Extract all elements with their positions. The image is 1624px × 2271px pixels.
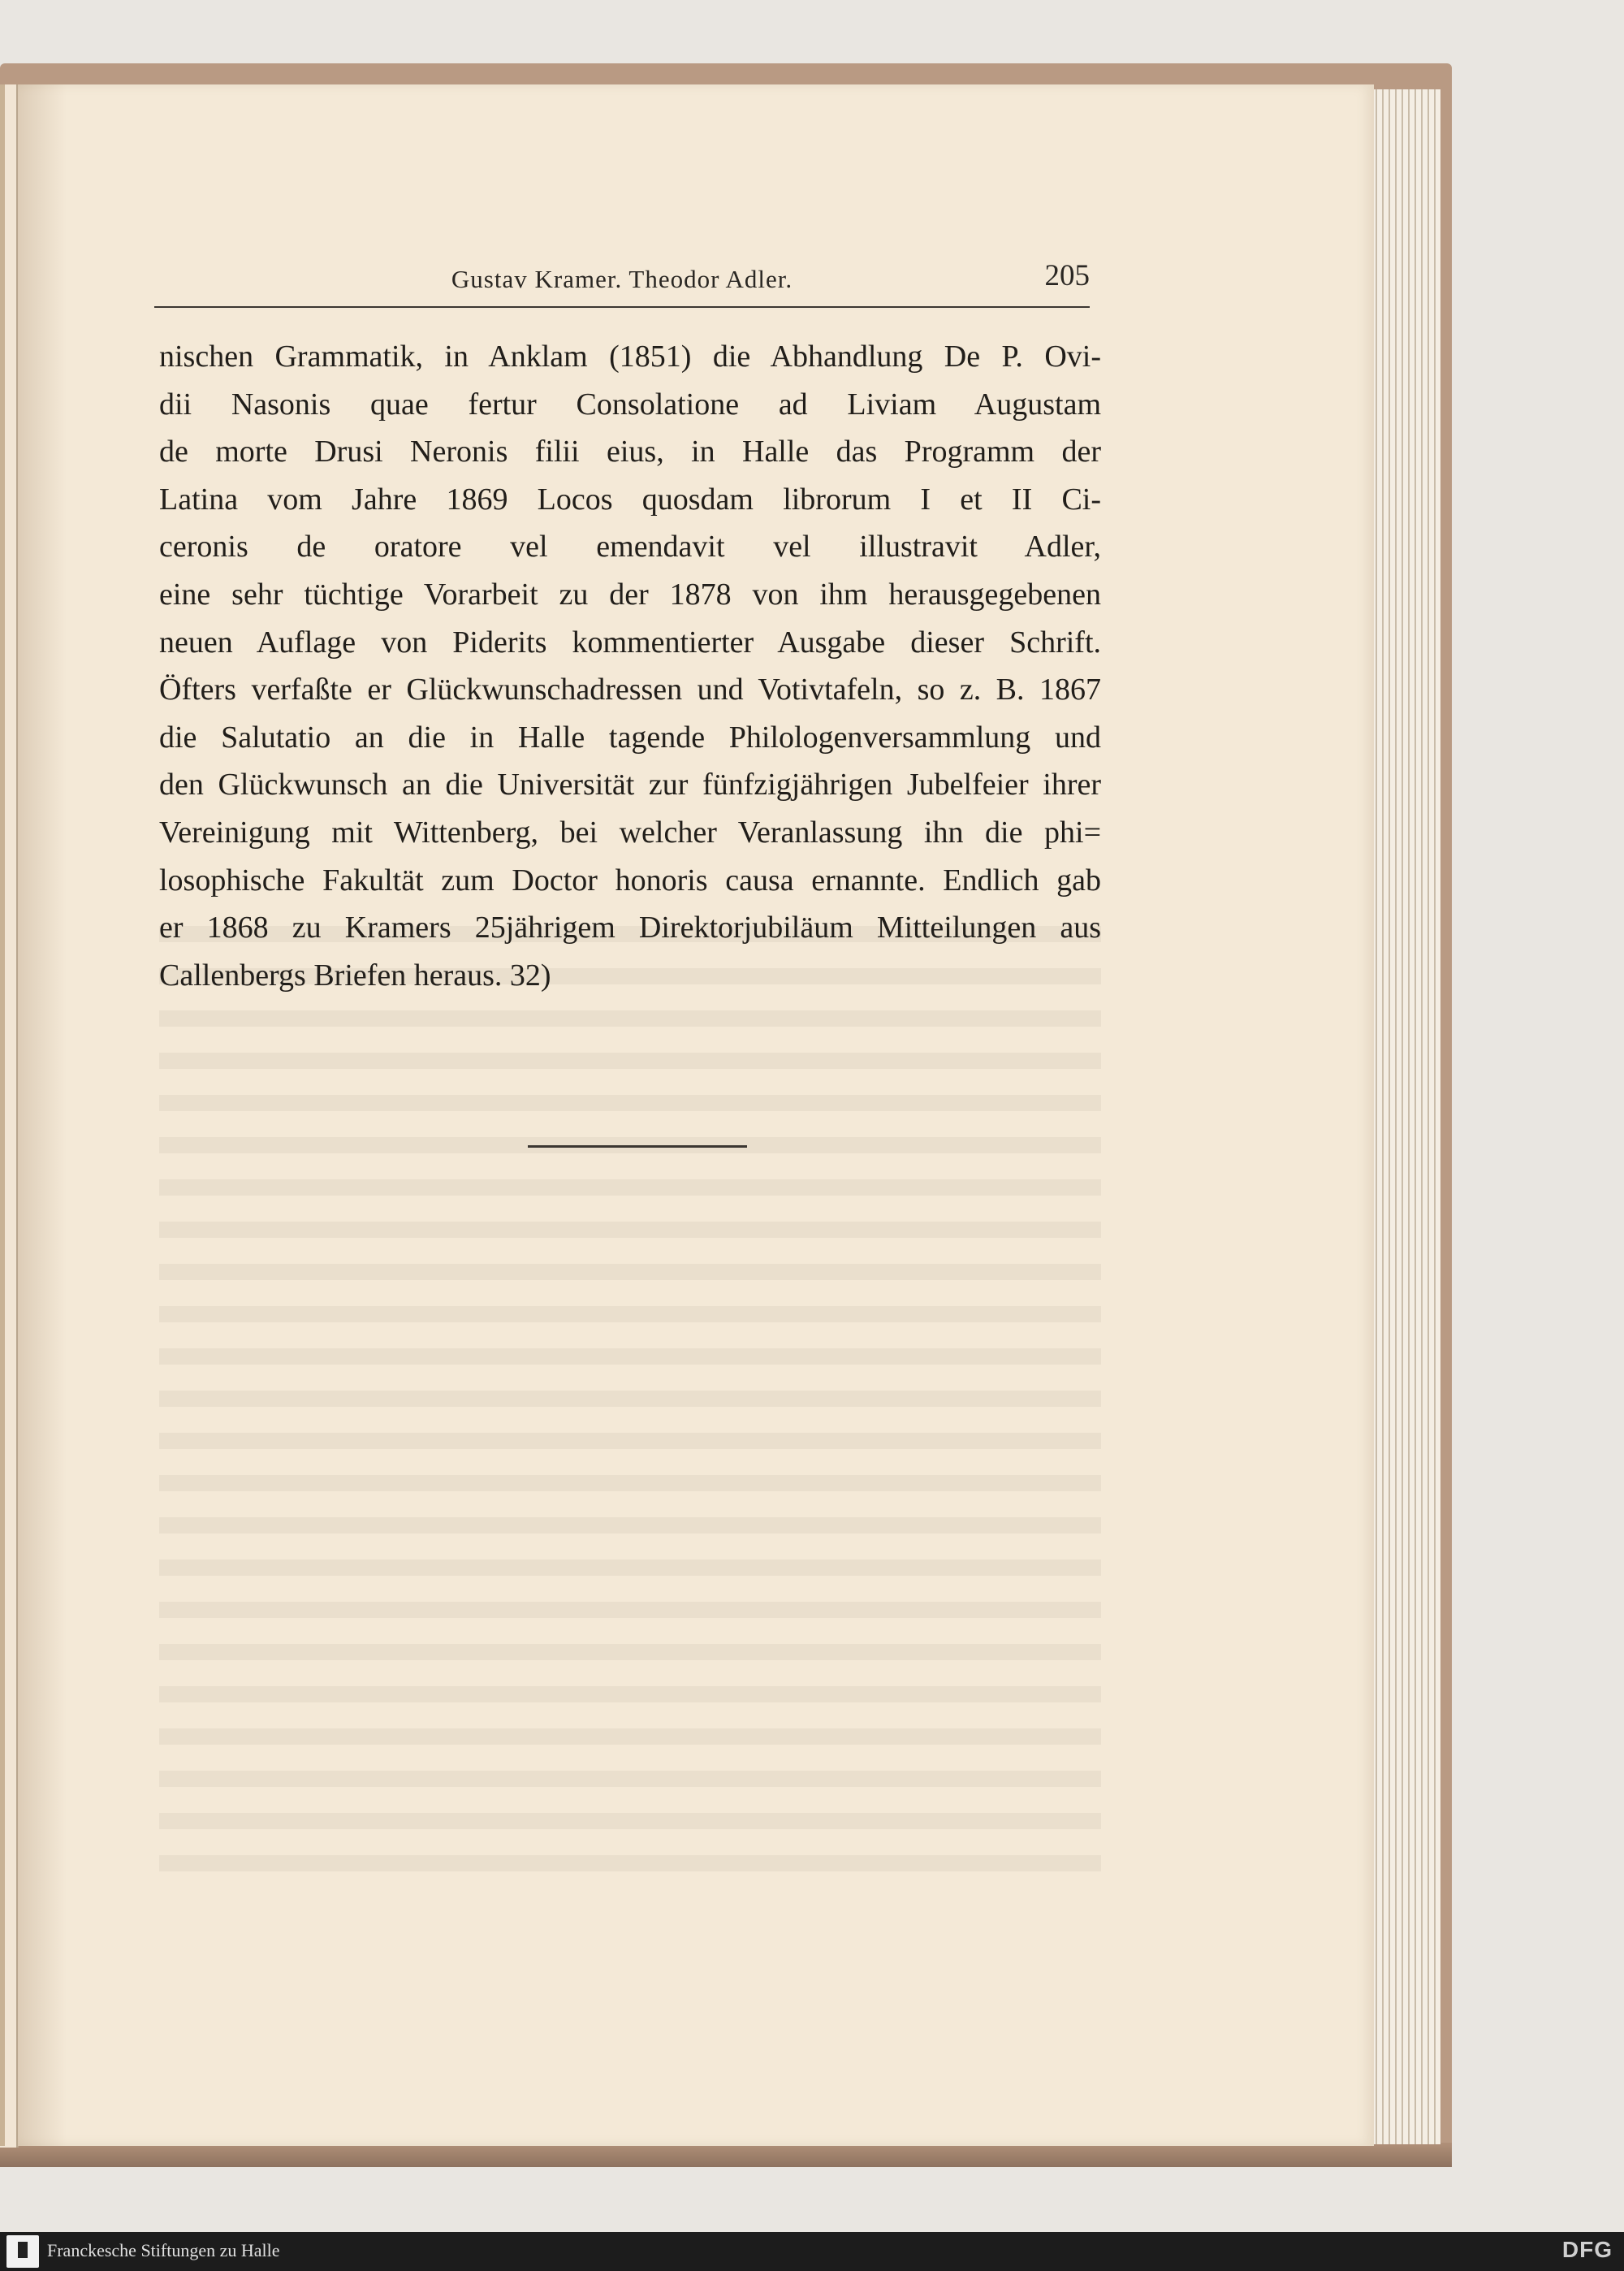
text-line: die Salutatio an die in Halle tagende Philologenversammlung und (159, 720, 1101, 755)
running-title: Gustav Kramer. Theodor Adler. (451, 265, 793, 293)
gutter-shadow (18, 84, 67, 2146)
cover-bottom-edge (0, 2143, 1452, 2167)
footer-bar (0, 2232, 1624, 2271)
header-rule (154, 306, 1090, 308)
text-line: de morte Drusi Neronis filii eius, in Halle das Programm der (159, 435, 1101, 469)
text-line: dii Nasonis quae fertur Consolatione ad Liviam Augustam (159, 387, 1101, 422)
dfg-logo: DFG (1561, 2237, 1613, 2262)
spine-edge (0, 84, 5, 2146)
page-number: 205 (1044, 259, 1090, 292)
text-line: neuen Auflage von Piderits kommentierter Ausgabe dieser Schrift. (159, 625, 1101, 660)
running-head (154, 258, 1090, 307)
text-line: den Glückwunsch an die Universität zur fünfzigjährigen Jubelfeier ihrer (159, 768, 1101, 802)
text-line: Vereinigung mit Wittenberg, bei welcher Veranlassung ihn die phi= (159, 815, 1101, 850)
institution-logo-icon (6, 2235, 39, 2268)
text-line: nischen Grammatik, in Anklam (1851) die Abhandlung De P. Ovi- (159, 340, 1101, 374)
text-line: er 1868 zu Kramers 25jährigem Direktorjubiläum Mitteilungen aus (159, 911, 1101, 945)
text-line: Latina vom Jahre 1869 Locos quosdam librorum I et II Ci- (159, 482, 1101, 517)
section-end-rule (528, 1145, 747, 1148)
body-text (159, 333, 1101, 999)
institution-name: Franckesche Stiftungen zu Halle (47, 2240, 280, 2260)
text-line: Callenbergs Briefen heraus. 32) (159, 958, 551, 993)
text-line: eine sehr tüchtige Vorarbeit zu der 1878 von ihm herausgegebenen (159, 577, 1101, 612)
text-line: losophische Fakultät zum Doctor honoris causa ernannte. Endlich gab (159, 863, 1101, 898)
text-line: Öfters verfaßte er Glückwunschadressen und Votivtafeln, so z. B. 1867 (159, 673, 1101, 707)
page-edges (1364, 89, 1440, 2144)
text-line: ceronis de oratore vel emendavit vel illustravit Adler, (159, 530, 1101, 565)
show-through-text (159, 926, 1101, 1884)
